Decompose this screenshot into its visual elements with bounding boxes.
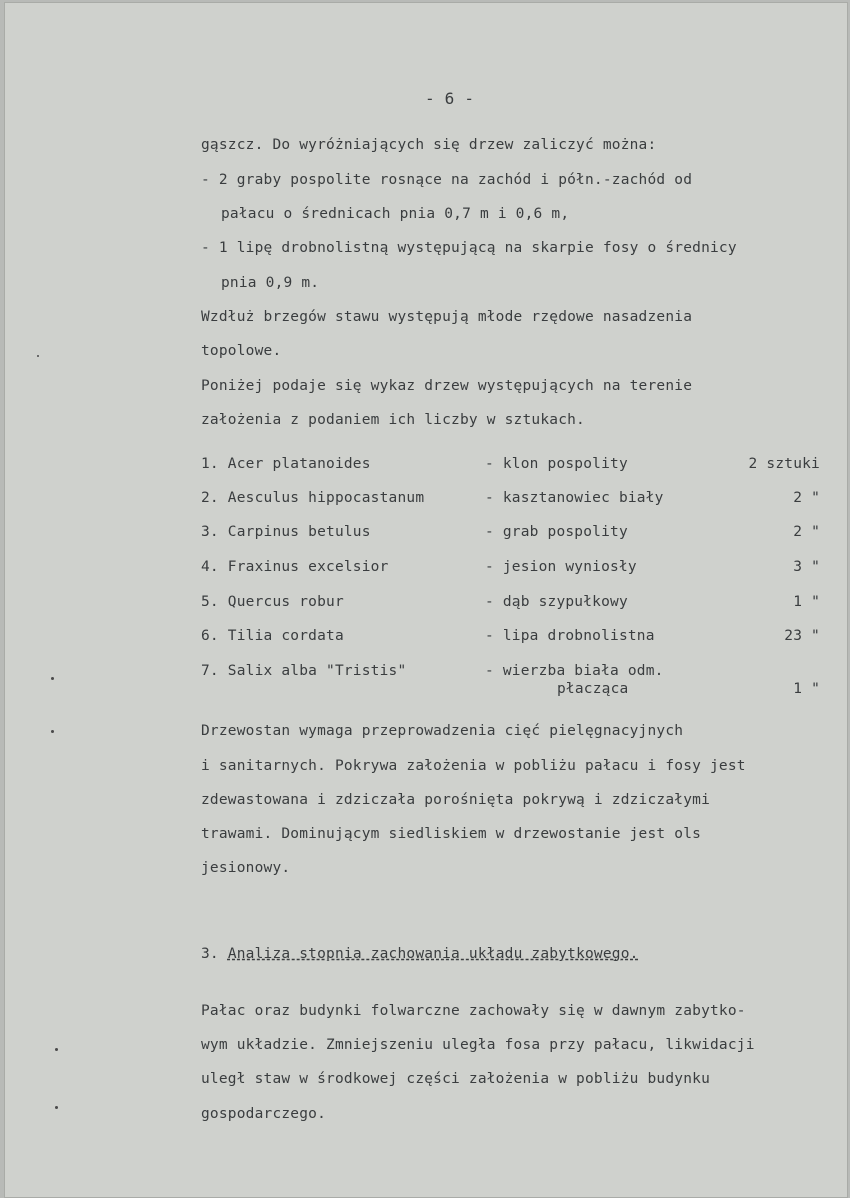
tree-count: 3 " [793,559,820,575]
latin-name: 1. Acer platanoides [201,456,371,472]
tree-count: 1 " [793,681,820,697]
tree-count: 2 " [793,524,820,540]
text-line: zdewastowana i zdziczała porośnięta pokrywą i zdziczałymi [201,792,710,808]
text-line: uległ staw w środkowej części założenia w pobliżu budynku [201,1071,710,1087]
section-heading [201,946,639,962]
section-number: 3. [201,946,219,962]
text-line: założenia z podaniem ich liczby w sztukach. [201,412,585,428]
text-line: wym układzie. Zmniejszeniu uległa fosa przy pałacu, likwidacji [201,1037,755,1053]
text-line: - 2 graby pospolite rosnące na zachód i półn.-zachód od [201,172,693,188]
text-line: topolowe. [201,343,282,359]
tree-count: 2 " [793,490,820,506]
tree-count: 23 " [784,628,820,644]
text-line: Poniżej podaje się wykaz drzew występujących na terenie [201,378,693,394]
section-title: Analiza stopnia zachowania układu zabytkowego. [227,946,639,962]
polish-name: - wierzba biała odm. [485,663,664,679]
list-item [5,663,847,703]
text-line: Drzewostan wymaga przeprowadzenia cięć pielęgnacyjnych [201,723,684,739]
latin-name: 7. Salix alba "Tristis" [201,663,407,679]
text-line: gospodarczego. [201,1106,327,1122]
scan-speck [51,730,54,733]
latin-name: 3. Carpinus betulus [201,524,371,540]
latin-name: 5. Quercus robur [201,594,344,610]
polish-name: - dąb szypułkowy [485,594,628,610]
latin-name: 6. Tilia cordata [201,628,344,644]
polish-name-continued: płacząca [557,681,629,697]
latin-name: 2. Aesculus hippocastanum [201,490,425,506]
tree-count: 2 sztuki [748,456,820,472]
polish-name: - grab pospolity [485,524,628,540]
scan-speck [51,677,54,680]
polish-name: - lipa drobnolistna [485,628,655,644]
text-line: trawami. Dominującym siedliskiem w drzewostanie jest ols [201,826,702,842]
text-line: Pałac oraz budynki folwarczne zachowały się w dawnym zabytko- [201,1003,746,1019]
text-line: pałacu o średnicach pnia 0,7 m i 0,6 m, [221,206,570,222]
text-line: pnia 0,9 m. [221,275,320,291]
text-line: gąszcz. Do wyróżniających się drzew zaliczyć można: [201,137,657,153]
page-number: - 6 - [425,89,475,108]
text-line: Wzdłuż brzegów stawu występują młode rzędowe nasadzenia [201,309,693,325]
polish-name: - jesion wyniosły [485,559,637,575]
scan-speck [55,1106,58,1109]
document-page [4,2,848,1198]
latin-name: 4. Fraxinus excelsior [201,559,389,575]
text-line: jesionowy. [201,860,291,876]
scan-speck [55,1048,58,1051]
polish-name: - kasztanowiec biały [485,490,664,506]
text-line: i sanitarnych. Pokrywa założenia w pobliżu pałacu i fosy jest [201,758,746,774]
polish-name: - klon pospolity [485,456,628,472]
scan-speck [37,355,39,357]
tree-count: 1 " [793,594,820,610]
text-line: - 1 lipę drobnolistną występującą na skarpie fosy o średnicy [201,240,737,256]
